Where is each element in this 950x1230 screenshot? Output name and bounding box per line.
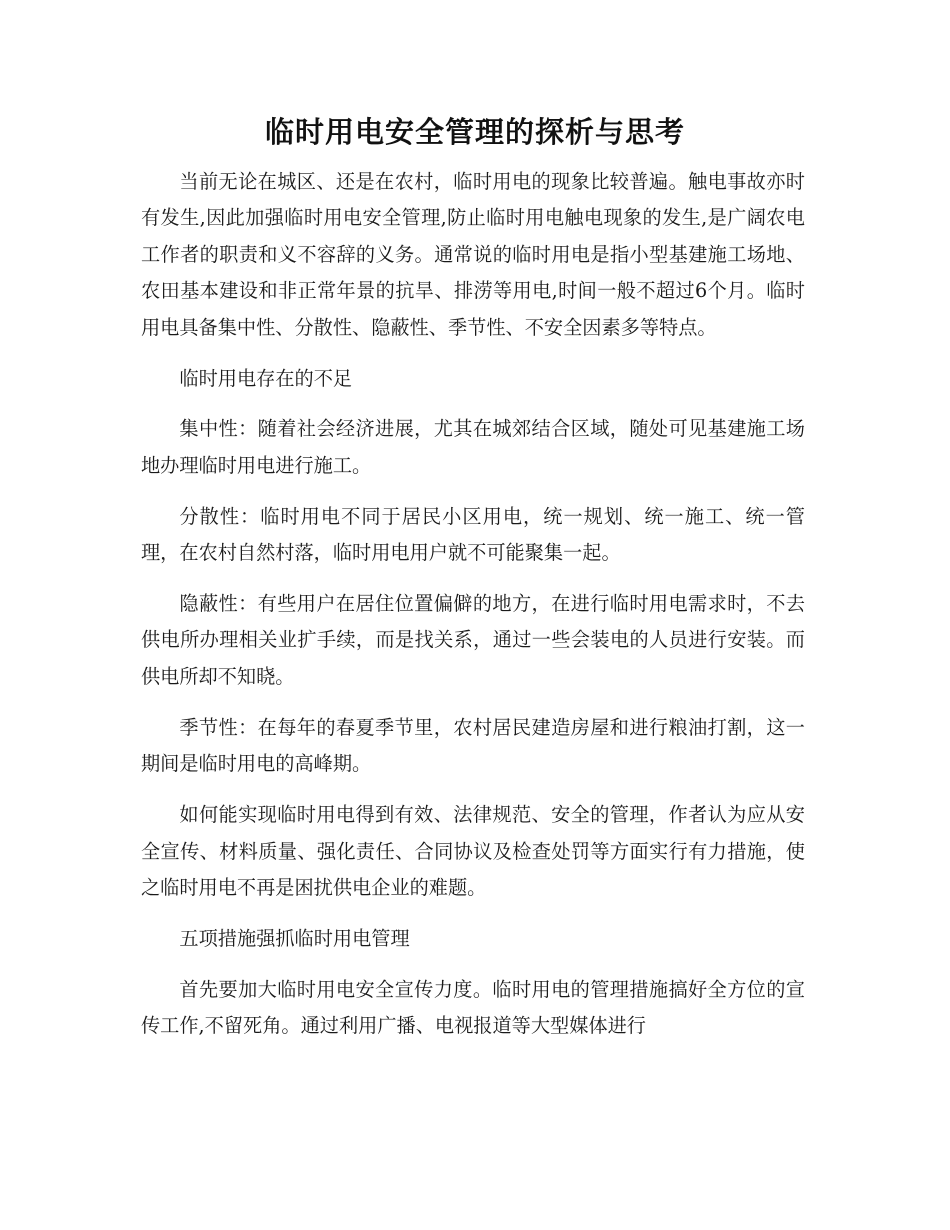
paragraph-intro: 当前无论在城区、还是在农村，临时用电的现象比较普遍。触电事故亦时有发生,因此加强临时用电安全管理,防止临时用电触电现象的发生,是广阔农电工作者的职责和义不容辞的义务。通常说的临时用电是指小型基建施工场地、农田基本建设和非正常年景的抗旱、排涝等用电,时间一般不超过6个月。临时用电具备集中性、分散性、隐蔽性、季节性、不安全因素多等特点。 — [141, 170, 805, 339]
paragraph-approach: 如何能实现临时用电得到有效、法律规范、安全的管理，作者认为应从安全宣传、材料质量、强化责任、合同协议及检查处罚等方面实行有力措施，使之临时用电不再是困扰供电企业的难题。 — [141, 803, 805, 899]
document-title: 临时用电安全管理的探析与思考 — [264, 115, 685, 149]
paragraph-concentration: 集中性：随着社会经济进展，尤其在城郊结合区域，随处可见基建施工场地办理临时用电进行施工。 — [141, 417, 805, 477]
document-body — [141, 164, 805, 1059]
paragraph-seasonality: 季节性：在每年的春夏季节里，农村居民建造房屋和进行粮油打割，这一期间是临时用电的高峰期。 — [141, 715, 805, 776]
section-heading-shortcomings: 临时用电存在的不足 — [179, 366, 353, 390]
paragraph-dispersion: 分散性：临时用电不同于居民小区用电，统一规划、统一施工、统一管理，在农村自然村落，临时用电用户就不可能聚集一起。 — [141, 504, 805, 565]
paragraph-publicity: 首先要加大临时用电安全宣传力度。临时用电的管理措施搞好全方位的宣传工作,不留死角。通过利用广播、电视报道等大型媒体进行 — [141, 977, 805, 1038]
section-heading-measures: 五项措施强抓临时用电管理 — [179, 926, 410, 950]
paragraph-concealment: 隐蔽性：有些用户在居住位置偏僻的地方，在进行临时用电需求时，不去供电所办理相关业扩手续，而是找关系，通过一些会装电的人员进行安装。而供电所却不知晓。 — [141, 592, 805, 688]
